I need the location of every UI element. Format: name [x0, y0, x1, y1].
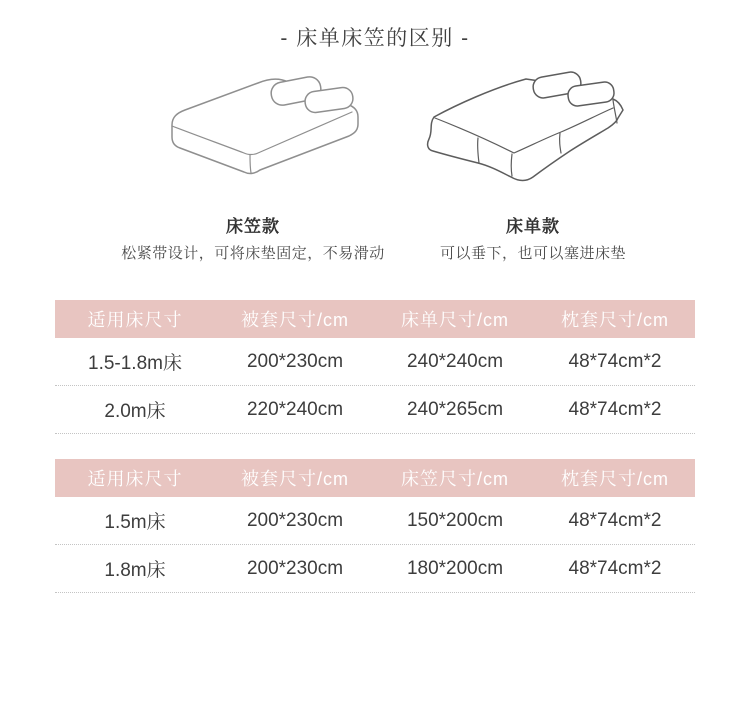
table-row [55, 545, 695, 593]
bed-comparison-row [0, 64, 750, 260]
cell-bed-size: 1.5m床 [104, 512, 166, 533]
cell-fitted-size: 180*200cm [406, 557, 504, 579]
col-header-bed-size: 适用床尺寸 [87, 310, 183, 330]
table-row [55, 497, 695, 545]
col-header-pillow-size: 枕套尺寸/cm [561, 469, 669, 489]
col-header-duvet-size: 被套尺寸/cm [241, 469, 349, 489]
cell-pillow-size: 48*74cm*2 [568, 557, 662, 579]
cell-sheet-size: 240*240cm [406, 350, 504, 372]
page-title: - 床单床笠的区别 - [280, 27, 470, 50]
flat-sheet-size-table [55, 300, 695, 434]
fitted-sheet-description: 松紧带设计，可将床垫固定，不易滑动 [121, 245, 385, 262]
table-gap [55, 434, 695, 459]
cell-bed-size: 1.5-1.8m床 [88, 353, 182, 374]
cell-bed-size: 1.8m床 [104, 560, 166, 581]
cell-fitted-size: 150*200cm [406, 509, 504, 531]
fitted-sheet-label: 床笠款 [226, 217, 280, 236]
fitted-sheet-bed-illustration [128, 64, 378, 196]
flat-sheet-column [393, 64, 673, 260]
cell-pillow-size: 48*74cm*2 [568, 398, 662, 420]
cell-bed-size: 2.0m床 [104, 401, 166, 422]
flat-sheet-description: 可以垂下，也可以塞进床垫 [439, 245, 626, 262]
col-header-pillow-size: 枕套尺寸/cm [561, 310, 669, 330]
cell-sheet-size: 240*265cm [406, 398, 504, 420]
col-header-bed-size: 适用床尺寸 [87, 469, 183, 489]
cell-pillow-size: 48*74cm*2 [568, 509, 662, 531]
col-header-fitted-size: 床笠尺寸/cm [401, 469, 509, 489]
cell-pillow-size: 48*74cm*2 [568, 350, 662, 372]
table-row [55, 386, 695, 434]
table-header-row [55, 459, 695, 497]
cell-duvet-size: 200*230cm [246, 509, 344, 531]
fitted-sheet-column [113, 64, 393, 260]
col-header-sheet-size: 床单尺寸/cm [401, 310, 509, 330]
fitted-sheet-size-table [55, 459, 695, 593]
table-row [55, 338, 695, 386]
cell-duvet-size: 220*240cm [246, 398, 344, 420]
cell-duvet-size: 200*230cm [246, 350, 344, 372]
flat-sheet-bed-illustration [408, 64, 658, 196]
size-tables-section [55, 300, 695, 593]
cell-duvet-size: 200*230cm [246, 557, 344, 579]
col-header-duvet-size: 被套尺寸/cm [241, 310, 349, 330]
flat-sheet-label: 床单款 [506, 217, 560, 236]
table-header-row [55, 300, 695, 338]
